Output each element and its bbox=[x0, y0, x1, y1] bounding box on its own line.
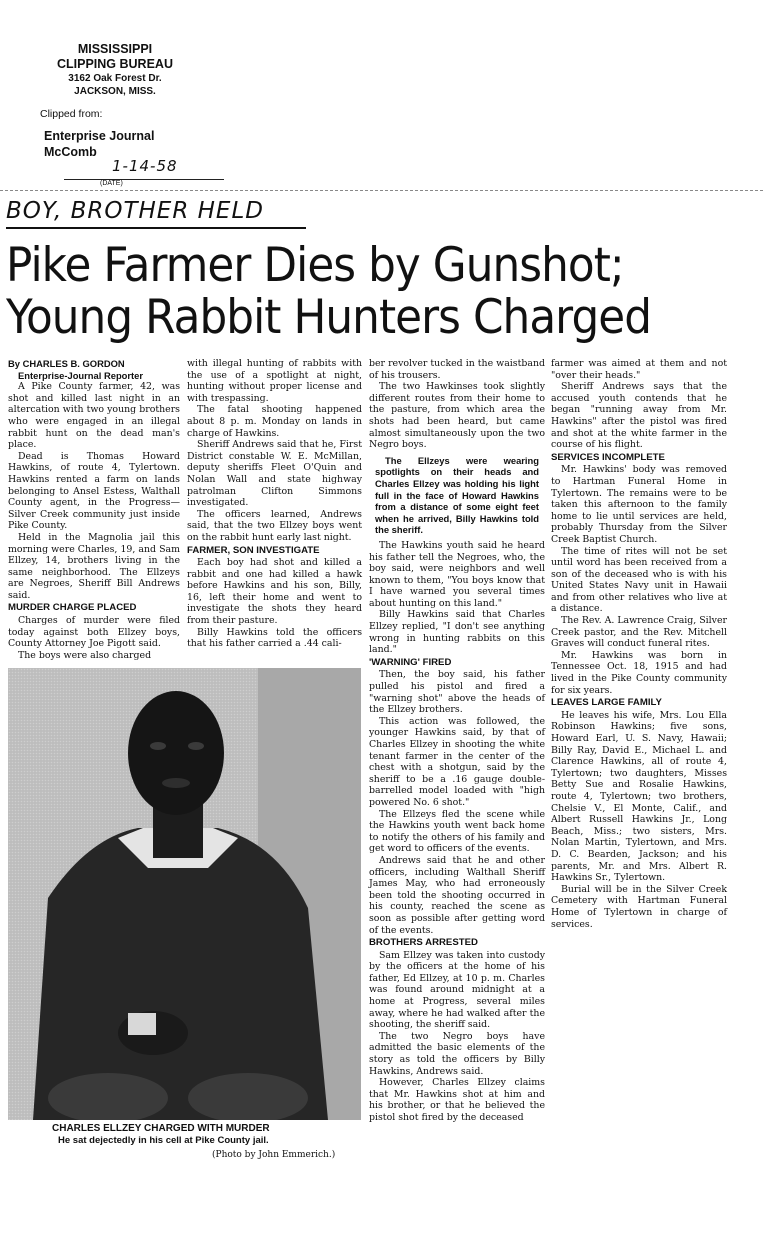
headline-line2: Young Rabbit Hunters Charged bbox=[6, 290, 652, 345]
paragraph: Dead is Thomas Howard Hawkins, of route 4, Tylertown. Hawkins rented a farm on lands belonging to Ansel Estess, Walthall County agent, in the Progress—Silver Creek community just inside Pike County. bbox=[8, 450, 180, 532]
date-label: (DATE) bbox=[100, 180, 123, 187]
paper-name: Enterprise Journal bbox=[44, 129, 155, 143]
article-column-3 bbox=[369, 358, 545, 1124]
main-headline bbox=[6, 240, 651, 344]
paragraph: The two Hawkinses took slightly different routes from their home to the pasture, from which area the shots had been heard, but came almost simultaneously upon the two Negro boys. bbox=[369, 381, 545, 451]
bureau-address-line2: JACKSON, MISS. bbox=[74, 86, 156, 97]
kicker-rule bbox=[6, 227, 306, 229]
article-column-1 bbox=[8, 358, 180, 661]
paragraph: Sheriff Andrews said that he, First District constable W. E. McMillan, deputy sheriffs Fleet O'Quin and Nolan Wall and state highway patrolman Clifton Simmons investigated. bbox=[187, 439, 362, 509]
photo-image bbox=[8, 668, 361, 1120]
photo-caption-text: He sat dejectedly in his cell at Pike County jail. bbox=[58, 1135, 269, 1146]
subhead-brothers-arrested: BROTHERS ARRESTED bbox=[369, 937, 478, 949]
paragraph: The Ellzeys were wearing spotlights on their heads and Charles Ellzey was holding his light full in the face of Howard Hawkins from a distance of some eight feet when he arrived, Billy Hawkins told the sheriff. bbox=[375, 454, 539, 536]
clip-date: 1-14-58 bbox=[112, 157, 178, 175]
kicker-headline: BOY, BROTHER HELD bbox=[6, 198, 264, 224]
paragraph: Andrews said that he and other officers, including Walthall Sheriff James May, who had erroneously been told the shooting occurred in his county, reached the scene as soon as possible after getting word of the events. bbox=[369, 854, 545, 936]
article-column-4 bbox=[551, 358, 727, 930]
photo-caption-title: CHARLES ELLZEY CHARGED WITH MURDER bbox=[52, 1123, 270, 1134]
subhead-services: SERVICES INCOMPLETE bbox=[551, 451, 665, 463]
paragraph: Then, the boy said, his father pulled his pistol and fired a "warning shot" above the heads of the Ellzey brothers. bbox=[369, 669, 545, 716]
paragraph: Sam Ellzey was taken into custody by the officers at the home of his father, Ed Ellzey, at 10 p. m. Charles was found around midnight at a home at Progress, several miles away, where he had walked after the shooting, the sheriff said. bbox=[369, 949, 545, 1031]
top-divider bbox=[0, 190, 763, 191]
date-underline bbox=[64, 179, 224, 180]
paragraph: The officers learned, Andrews said, that the two Ellzey boys went on the rabbit hunt early last night. bbox=[187, 508, 362, 543]
paragraph: Each boy had shot and killed a rabbit and one had killed a hawk before Hawkins and his son, Billy, 16, left their home and went to investigate the shots they heard from their pasture. bbox=[187, 557, 362, 627]
bureau-name-line2: CLIPPING BUREAU bbox=[57, 57, 173, 71]
paragraph: The time of rites will not be set until word has been received from a son of the deceased who is with his United States Navy unit in Hawaii and from other relatives who live at a distance. bbox=[551, 545, 727, 615]
paragraph: However, Charles Ellzey claims that Mr. Hawkins shot at him and his brother, or that he believed the pistol shot fired by the deceased bbox=[369, 1077, 545, 1123]
headline-line1: Pike Farmer Dies by Gunshot; bbox=[6, 238, 624, 293]
clipped-from-label: Clipped from: bbox=[40, 108, 103, 120]
subhead-farmer-son: FARMER, SON INVESTIGATE bbox=[187, 544, 320, 556]
paragraph: farmer was aimed at them and not "over their heads." bbox=[551, 358, 727, 381]
paragraph: The Ellzeys fled the scene while the Hawkins youth went back home to notify the others of his family and get word to officers of the events. bbox=[369, 808, 545, 855]
paragraph: The boys were also charged bbox=[18, 649, 152, 661]
paragraph: Mr. Hawkins was born in Tennessee Oct. 18, 1915 and had lived in the Pike County community for six years. bbox=[551, 649, 727, 696]
paragraph: Billy Hawkins said that Charles Ellzey replied, "I don't see anything wrong in hunting rabbits on this land." bbox=[369, 609, 545, 656]
paper-city: McComb bbox=[44, 145, 97, 159]
bureau-name-line1: MISSISSIPPI bbox=[77, 42, 153, 56]
bold-insert bbox=[375, 455, 539, 536]
subhead-warning-fired: 'WARNING' FIRED bbox=[369, 656, 452, 668]
paragraph: Burial will be in the Silver Creek Cemetery with Hartman Funeral Home of Tylertown in charge of services. bbox=[551, 883, 727, 930]
bureau-address-line1: 3162 Oak Forest Dr. bbox=[68, 73, 162, 84]
article-column-2 bbox=[187, 358, 362, 650]
paragraph: Billy Hawkins told the officers that his father carried a .44 cali- bbox=[187, 626, 362, 650]
paragraph: The fatal shooting happened about 8 p. m. Monday on lands in charge of Hawkins. bbox=[187, 404, 362, 439]
paragraph: Charges of murder were filed today against both Ellzey boys, County Attorney Joe Pigott said. bbox=[8, 615, 180, 650]
subhead-murder-charge: MURDER CHARGE PLACED bbox=[8, 602, 137, 614]
paragraph: Mr. Hawkins' body was removed to Hartman Funeral Home in Tylertown. The remains were to be taken this afternoon to the family home to lie until services are held, probably Thursday from the Silver Creek Baptist Church. bbox=[551, 464, 727, 545]
paragraph: ber revolver tucked in the waistband of his trousers. bbox=[369, 358, 545, 381]
clipping-bureau-header bbox=[40, 42, 190, 98]
paragraph: The Rev. A. Lawrence Craig, Silver Creek pastor, and the Rev. Mitchell Graves will conduct funeral rites. bbox=[551, 615, 727, 650]
paragraph: The Hawkins youth said he heard his father tell the Negroes, who, the boy said, were neighbors and well known to them, "You boys know that I have warned you several times about hunting on this land." bbox=[369, 539, 545, 609]
paragraph: Sheriff Andrews says that the accused youth contends that he began "running away from Mr. Hawkins" after the pistol was fired and shot at the white farmer in the course of his flight. bbox=[551, 381, 727, 451]
subhead-leaves-family: LEAVES LARGE FAMILY bbox=[551, 697, 662, 709]
paragraph: He leaves his wife, Mrs. Lou Ella Robinson Hawkins; five sons, Howard Earl, U. S. Navy, Hawaii; Billy Ray, David E., Michael L. and Clarence Hawkins, all of route 4, Tylertown; two daughters, Misses Betty Sue and Rosalie Hawkins, route 4, Tylertown; two brothers, Chelsie V., El Monte, Calif., and Albert Russell Hawkins Jr., Long Beach, Miss.; two sisters, Mrs. Nolan Martin, Tylertown, and Mrs. D. C. Bearden, Jackson; and his parents, Mr. and Mrs. Albert R. Hawkins Sr., Tylertown. bbox=[551, 709, 727, 884]
paragraph: with illegal hunting of rabbits with the use of a spotlight at night, hunting without proper license and with trespassing. bbox=[187, 358, 362, 404]
source-paper bbox=[44, 128, 154, 160]
paragraph: This action was followed, the younger Hawkins said, by that of Charles Ellzey in shooting the white tenant farmer in the center of the chest with a shotgun, said by the sheriff to be a .16 gauge double-barrelled model loaded with "high powered No. 6 shot." bbox=[369, 715, 545, 808]
paragraph: The two Negro boys have admitted the basic elements of the story as told the officers by Billy Hawkins, Andrews said. bbox=[369, 1030, 545, 1077]
byline-title: Enterprise-Journal Reporter bbox=[18, 369, 144, 381]
paragraph: Held in the Magnolia jail this morning were Charles, 19, and Sam Ellzey, 14, brothers living in the same neighborhood. The Ellzeys are Negroes, Sheriff Bill Andrews said. bbox=[8, 531, 180, 601]
photo-charles-ellzey bbox=[8, 668, 361, 1120]
paragraph: A Pike County farmer, 42, was shot and killed last night in an altercation with two young brothers who were engaged in an illegal rabbit hunt on the dead man's place. bbox=[8, 381, 180, 451]
photo-credit: (Photo by John Emmerich.) bbox=[212, 1150, 336, 1160]
byline-name: By CHARLES B. GORDON bbox=[8, 358, 125, 369]
